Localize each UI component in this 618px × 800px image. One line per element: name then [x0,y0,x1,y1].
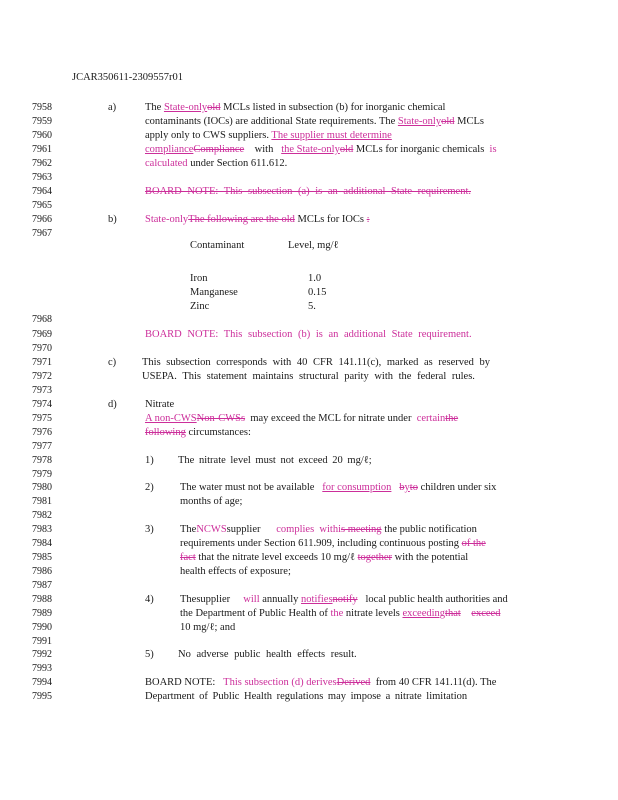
line-number: 7985 [32,552,52,563]
line-number: 7977 [32,441,52,452]
line-number: 7993 [32,663,52,674]
item-number: 2) [145,482,154,493]
subsection-d-label: d) [108,399,117,410]
item-4-line-3: 10 mg/ℓ; and [180,622,236,633]
line-number: 7982 [32,510,52,521]
line-number: 7969 [32,329,52,340]
subsection-a-line-5: calculated under Section 611.612. [145,158,288,169]
item-1-text: The nitrate level must not exceed 20 mg/ℓ; [178,455,372,466]
subsection-c-line-2: USEPA. This statement maintains structural parity with the federal rules. [142,371,475,382]
line-number: 7976 [32,427,52,438]
line-number: 7981 [32,496,52,507]
line-number: 7965 [32,200,52,211]
table-cell-level: 5. [308,301,316,312]
subsection-a-line-2: contaminants (IOCs) are additional State requirements. The State-onlyold MCLs [145,116,484,127]
line-number: 7992 [32,649,52,660]
subsection-c-label: c) [108,357,117,368]
line-number: 7963 [32,172,52,183]
line-number: 7974 [32,399,52,410]
item-2-line-2: months of age; [180,496,243,507]
line-number: 7964 [32,186,52,197]
line-number: 7986 [32,566,52,577]
item-4-line-1: Thesupplier will annually notifiesnotify local public health authorities and [180,594,508,605]
item-4-line-2: the Department of Public Health of the nitrate levels exceedingthat exceed [180,608,501,619]
line-number: 7971 [32,357,52,368]
line-number: 7966 [32,214,52,225]
subsection-b-board-note: BOARD NOTE: This subsection (b) is an additional State requirement. [145,329,472,340]
subsection-d-title: Nitrate [145,399,175,410]
item-3-line-1: TheNCWSsupplier complies withis meeting the public notification [180,524,477,535]
table-cell-name: Zinc [190,301,210,312]
table-header-contaminant: Contaminant [190,240,245,251]
subsection-b-line-1: State-onlyThe following are the old MCLs for IOCs : [145,214,370,225]
table-cell-level: 1.0 [308,273,322,284]
subsection-a-board-note: BOARD NOTE: This subsection (a) is an additional State requirement. [145,186,471,197]
item-2-line-1: The water must not be available for consumption byto children under six [180,482,497,493]
item-3-line-4: health effects of exposure; [180,566,291,577]
subsection-d-board-note-line-2: Department of Public Health regulations may impose a nitrate limitation [145,691,468,702]
line-number: 7991 [32,636,52,647]
line-number: 7960 [32,130,52,141]
document-header: JCAR350611-2309557r01 [72,72,184,83]
subsection-b-label: b) [108,214,117,225]
subsection-c-line-1: This subsection corresponds with 40 CFR 141.11(c), marked as reserved by [142,357,491,368]
line-number: 7984 [32,538,52,549]
item-5-text: No adverse public health effects result. [178,649,357,660]
item-number: 3) [145,524,154,535]
subsection-a-line-4: complianceCompliance with the State-onlyold MCLs for inorganic chemicals is [145,144,497,155]
line-number: 7990 [32,622,52,633]
line-number: 7983 [32,524,52,535]
subsection-d-line-2: following circumstances: [145,427,251,438]
line-number: 7959 [32,116,52,127]
item-3-line-2: requirements under Section 611.909, including continuous posting of the [180,538,486,549]
item-number: 4) [145,594,154,605]
line-number: 7988 [32,594,52,605]
subsection-d-line-1: A non-CWSNon-CWSs may exceed the MCL for nitrate under certainthe [145,413,459,424]
table-cell-level: 0.15 [308,287,327,298]
line-number: 7968 [32,314,52,325]
line-number: 7973 [32,385,52,396]
subsection-a-label: a) [108,102,117,113]
table-cell-name: Iron [190,273,208,284]
line-number: 7989 [32,608,52,619]
subsection-d-board-note-line-1: BOARD NOTE: This subsection (d) derivesDerived from 40 CFR 141.11(d). The [145,677,497,688]
line-number: 7972 [32,371,52,382]
item-number: 5) [145,649,154,660]
line-number: 7962 [32,158,52,169]
line-number: 7970 [32,343,52,354]
subsection-a-line-1: The State-onlyold MCLs listed in subsection (b) for inorganic chemical [145,102,446,113]
item-number: 1) [145,455,154,466]
line-number: 7980 [32,482,52,493]
line-number: 7978 [32,455,52,466]
line-number: 7979 [32,469,52,480]
line-number: 7995 [32,691,52,702]
line-number: 7987 [32,580,52,591]
line-number: 7961 [32,144,52,155]
item-3-line-3: fact that the nitrate level exceeds 10 mg/ℓ together with the potential [180,552,469,563]
subsection-a-line-3: apply only to CWS suppliers. The supplier must determine [145,130,392,141]
table-header-level: Level, mg/ℓ [288,240,339,251]
line-number: 7975 [32,413,52,424]
line-number: 7994 [32,677,52,688]
line-number: 7967 [32,228,52,239]
table-cell-name: Manganese [190,287,238,298]
line-number: 7958 [32,102,52,113]
